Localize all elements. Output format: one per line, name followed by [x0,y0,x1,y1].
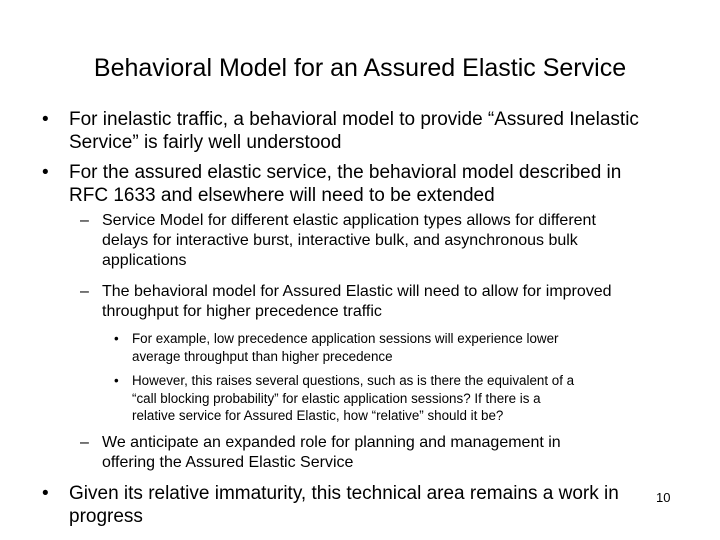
bullet-marker: • [114,373,119,388]
bullet-text: For inelastic traffic, a behavioral model to provide “Assured Inelastic Service” is fairly well understood [69,109,639,153]
dash-marker: – [80,283,89,300]
sub-bullet-text: The behavioral model for Assured Elastic will need to allow for improved throughput for higher precedence traffic [102,283,612,320]
sub-sub-bullet-text: For example, low precedence application sessions will experience lower average throughput than higher precedence [132,331,559,364]
dash-marker: – [80,212,89,229]
bullet-marker: • [114,331,119,346]
bullet-1 [42,108,682,154]
sub-sub-bullet-2 [114,372,704,425]
bullet-marker: • [42,162,49,183]
bullet-marker: • [42,483,49,504]
dash-marker: – [80,434,89,451]
sub-sub-bullet-1 [114,330,704,365]
slide-title: Behavioral Model for an Assured Elastic Service [93,54,627,82]
sub-bullet-text: Service Model for different elastic application types allows for different delays for interactive burst, interactive bulk, and asynchronous bulk applications [102,212,596,269]
sub-bullet-3 [80,433,700,473]
sub-bullet-2 [80,282,700,322]
bullet-text: For the assured elastic service, the behavioral model described in RFC 1633 and elsewhere will need to be extended [69,162,622,206]
sub-bullet-text: We anticipate an expanded role for planning and management in offering the Assured Elastic Service [102,434,561,471]
sub-bullet-1 [80,211,700,271]
bullet-3 [42,482,662,528]
bullet-text: Given its relative immaturity, this technical area remains a work in progress [69,483,619,527]
bullet-2 [42,161,682,207]
slide-number: 10 [656,490,671,505]
bullet-marker: • [42,109,49,130]
sub-sub-bullet-text: However, this raises several questions, such as is there the equivalent of a “call blocking probability” for elastic application sessions? If there is a relative service for Assured Elastic, how “relative” should it be? [132,373,575,423]
